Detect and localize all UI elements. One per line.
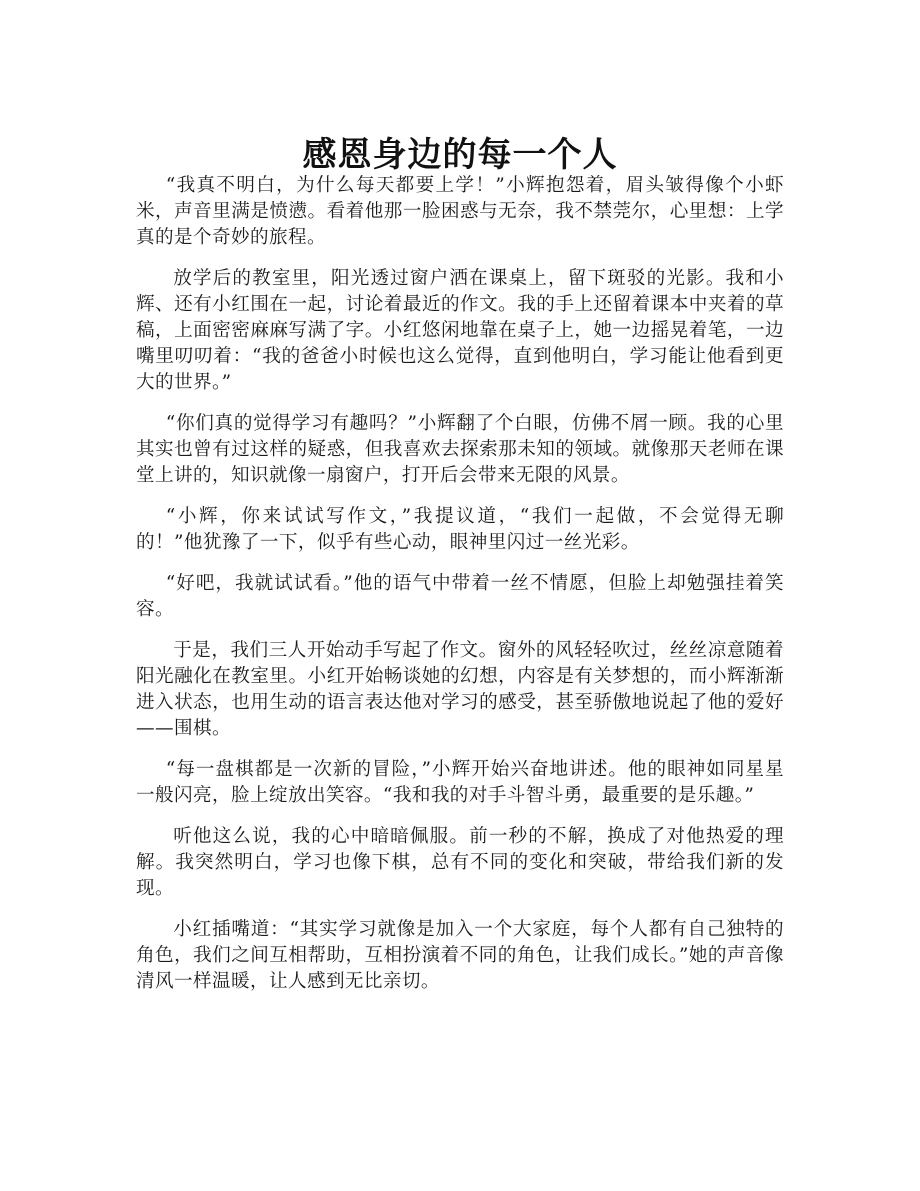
paragraph: 小红插嘴道：“其实学习就像是加入一个大家庭，每个人都有自己独特的角色，我们之间互相帮助，互相扮演着不同的角色，让我们成长。”她的声音像清风一样温暖，让人感到无比亲切。 — [136, 919, 784, 992]
paragraph: 于是，我们三人开始动手写起了作文。窗外的风轻轻吹过，丝丝凉意随着阳光融化在教室里。小红开始畅谈她的幻想，内容是有关梦想的，而小辉渐渐进入状态，也用生动的语言表达他对学习的感受，甚至骄傲地说起了他的爱好——围棋。 — [136, 640, 784, 739]
document-body — [136, 173, 784, 1010]
paragraph: “我真不明白，为什么每天都要上学！”小辉抱怨着，眉头皱得像个小虾米，声音里满是愤懑。看着他那一脸困惑与无奈，我不禁莞尔，心里想：上学真的是个奇妙的旅程。 — [136, 175, 784, 248]
paragraph: “好吧，我就试试看。”他的语气中带着一丝不情愿，但脸上却勉强挂着笑容。 — [136, 573, 784, 620]
paragraph: “每一盘棋都是一次新的冒险，”小辉开始兴奋地讲述。他的眼神如同星星一般闪亮，脸上绽放出笑容。“我和我的对手斗智斗勇，最重要的是乐趣。” — [136, 759, 784, 806]
document-title: 感恩身边的每一个人 — [302, 134, 618, 175]
paragraph: 放学后的教室里，阳光透过窗户洒在课桌上，留下斑驳的光影。我和小辉、还有小红围在一起，讨论着最近的作文。我的手上还留着课本中夹着的草稿，上面密密麻麻写满了字。小红悠闲地靠在桌子上，她一边摇晃着笔，一边嘴里叨叨着：“我的爸爸小时候也这么觉得，直到他明白，学习能让他看到更大的世界。” — [136, 268, 784, 393]
paragraph: “小辉，你来试试写作文，”我提议道，“我们一起做，不会觉得无聊的！”他犹豫了一下，似乎有些心动，眼神里闪过一丝光彩。 — [136, 506, 784, 553]
paragraph: “你们真的觉得学习有趣吗？”小辉翻了个白眼，仿佛不屑一顾。我的心里其实也曾有过这样的疑惑，但我喜欢去探索那未知的领域。就像那天老师在课堂上讲的，知识就像一扇窗户，打开后会带来无限的风景。 — [136, 413, 784, 486]
paragraph: 听他这么说，我的心中暗暗佩服。前一秒的不解，换成了对他热爱的理解。我突然明白，学习也像下棋，总有不同的变化和突破，带给我们新的发现。 — [136, 826, 784, 899]
